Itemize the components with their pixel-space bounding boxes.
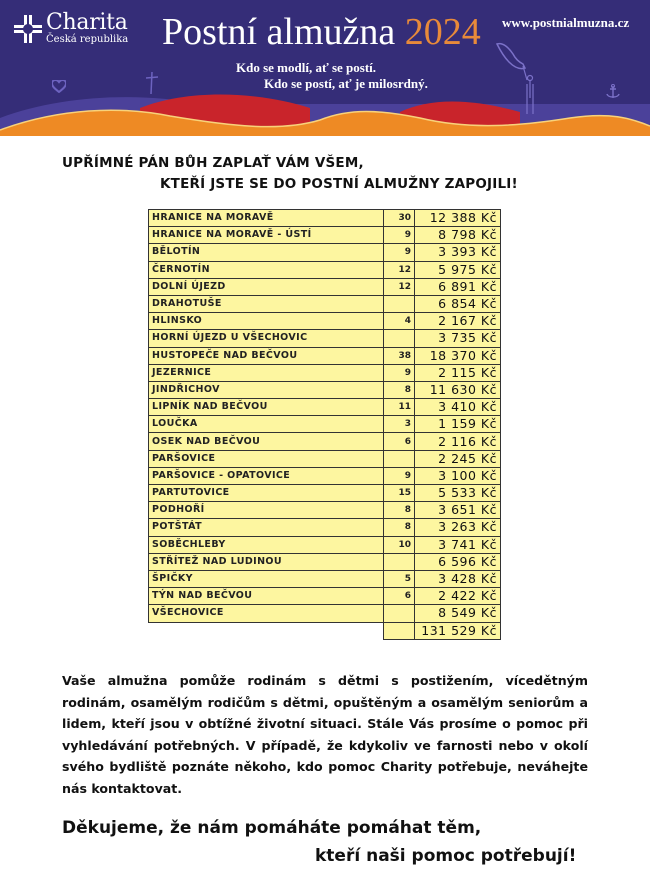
- table-row: [149, 313, 501, 330]
- table-row: [149, 433, 501, 450]
- table-row: [149, 210, 501, 227]
- participant-count: 3: [384, 416, 415, 433]
- parish-name: HRANICE NA MORAVĚ - ÚSTÍ: [149, 227, 384, 244]
- table-row: [149, 227, 501, 244]
- logo-subtitle: Česká republika: [46, 34, 129, 45]
- donation-amount: 5 533 Kč: [415, 485, 501, 502]
- donation-amount: 3 100 Kč: [415, 467, 501, 484]
- donation-amount: 3 651 Kč: [415, 502, 501, 519]
- participant-count: 9: [384, 227, 415, 244]
- table-row: [149, 467, 501, 484]
- motto-line-2: Kdo se postí, ať je milosrdný.: [264, 76, 428, 91]
- table-row: [149, 278, 501, 295]
- cross-icon: [146, 72, 158, 94]
- donation-amount: 1 159 Kč: [415, 416, 501, 433]
- table-row: [149, 347, 501, 364]
- closing-line-2: kteří naši pomoc potřebují!: [315, 846, 577, 866]
- donation-amount: 2 167 Kč: [415, 313, 501, 330]
- parish-name: STŘÍTEŽ NAD LUDINOU: [149, 553, 384, 570]
- anchor-icon: [606, 84, 620, 100]
- parish-name: PODHOŘÍ: [149, 502, 384, 519]
- participant-count: 30: [384, 210, 415, 227]
- total-row: [149, 622, 501, 639]
- table-row: [149, 330, 501, 347]
- parish-name: POTŠTÁT: [149, 519, 384, 536]
- title-year: 2024: [404, 11, 481, 53]
- donation-amount: 2 422 Kč: [415, 588, 501, 605]
- donation-amount: 6 596 Kč: [415, 553, 501, 570]
- participant-count: [384, 553, 415, 570]
- table-row: [149, 381, 501, 398]
- donation-amount: 8 798 Kč: [415, 227, 501, 244]
- participant-count: 5: [384, 570, 415, 587]
- heading-line-1: UPŘÍMNÉ PÁN BŮH ZAPLAŤ VÁM VŠEM,: [62, 155, 364, 171]
- donation-amount: 5 975 Kč: [415, 261, 501, 278]
- table-row: [149, 416, 501, 433]
- parish-name: HUSTOPEČE NAD BEČVOU: [149, 347, 384, 364]
- table-row: [149, 519, 501, 536]
- title-main: Postní almužna: [162, 11, 405, 53]
- participant-count: 10: [384, 536, 415, 553]
- participant-count: [384, 605, 415, 622]
- participant-count: 12: [384, 278, 415, 295]
- parish-name: ČERNOTÍN: [149, 261, 384, 278]
- table-row: [149, 244, 501, 261]
- heart-icon: [52, 80, 66, 93]
- parish-name: DOLNÍ ÚJEZD: [149, 278, 384, 295]
- table-row: [149, 295, 501, 312]
- parish-name: DRAHOTUŠE: [149, 295, 384, 312]
- info-paragraph: Vaše almužna pomůže rodinám s dětmi s postižením, vícedětným rodinám, osamělým rodičům s dětmi, opuštěným a osamělým seniorům a lidem, kteří jsou v obtížné životní situaci. Stále Vás prosíme o pomoc při vyhledávání potřebných. V případě, že kdykoliv ve farnosti nebo v okolí svého bydliště poznáte někoho, kdo pomoc Charity potřebuje, neváhejte nás kontaktovat.: [62, 673, 588, 796]
- parish-name: JEZERNICE: [149, 364, 384, 381]
- participant-count: 15: [384, 485, 415, 502]
- donation-amount: 6 854 Kč: [415, 295, 501, 312]
- donation-amount: 3 735 Kč: [415, 330, 501, 347]
- participant-count: 8: [384, 502, 415, 519]
- participant-count: 12: [384, 261, 415, 278]
- parish-name: JINDŘICHOV: [149, 381, 384, 398]
- donation-amount: 18 370 Kč: [415, 347, 501, 364]
- participant-count: 8: [384, 519, 415, 536]
- table-row: [149, 364, 501, 381]
- table-row: [149, 553, 501, 570]
- donation-amount: 3 428 Kč: [415, 570, 501, 587]
- parish-name: PARŠOVICE: [149, 450, 384, 467]
- table-row: [149, 605, 501, 622]
- donation-amount: 12 388 Kč: [415, 210, 501, 227]
- participant-count: 11: [384, 399, 415, 416]
- closing-line-1: Děkujeme, že nám pomáháte pomáhat těm,: [62, 818, 482, 838]
- logo-name: Charita: [46, 10, 128, 35]
- table-row: [149, 450, 501, 467]
- parish-name: HRANICE NA MORAVĚ: [149, 210, 384, 227]
- donation-amount: 3 741 Kč: [415, 536, 501, 553]
- table-row: [149, 485, 501, 502]
- charita-cross-icon: [14, 15, 42, 43]
- participant-count: 9: [384, 244, 415, 261]
- donations-table: [148, 209, 501, 640]
- parish-name: HLINSKO: [149, 313, 384, 330]
- helping-hand-icon: [495, 40, 545, 115]
- participant-count: 9: [384, 364, 415, 381]
- parish-name: PARTUTOVICE: [149, 485, 384, 502]
- donation-amount: 6 891 Kč: [415, 278, 501, 295]
- participant-count: 38: [384, 347, 415, 364]
- campaign-title: [162, 10, 481, 54]
- table-row: [149, 261, 501, 278]
- donation-amount: 2 245 Kč: [415, 450, 501, 467]
- participant-count: [384, 330, 415, 347]
- parish-name: HORNÍ ÚJEZD U VŠECHOVIC: [149, 330, 384, 347]
- parish-name: ŠPIČKY: [149, 570, 384, 587]
- participant-count: [384, 295, 415, 312]
- parish-name: BĚLOTÍN: [149, 244, 384, 261]
- donation-amount: 3 410 Kč: [415, 399, 501, 416]
- table-row: [149, 588, 501, 605]
- total-count-cell: [384, 622, 415, 639]
- parish-name: LOUČKA: [149, 416, 384, 433]
- donation-amount: 2 116 Kč: [415, 433, 501, 450]
- parish-name: VŠECHOVICE: [149, 605, 384, 622]
- parish-name: LIPNÍK NAD BEČVOU: [149, 399, 384, 416]
- table-row: [149, 502, 501, 519]
- total-amount: 131 529 Kč: [415, 622, 501, 639]
- participant-count: 4: [384, 313, 415, 330]
- table-row: [149, 536, 501, 553]
- donation-amount: 2 115 Kč: [415, 364, 501, 381]
- participant-count: 9: [384, 467, 415, 484]
- header-banner: [0, 0, 650, 136]
- total-blank-cell: [149, 622, 384, 639]
- participant-count: 6: [384, 433, 415, 450]
- participant-count: 6: [384, 588, 415, 605]
- donation-amount: 3 393 Kč: [415, 244, 501, 261]
- table-row: [149, 570, 501, 587]
- participant-count: [384, 450, 415, 467]
- charita-logo: [14, 12, 128, 46]
- participant-count: 8: [384, 381, 415, 398]
- table-row: [149, 399, 501, 416]
- website-url[interactable]: www.postnialmuzna.cz: [502, 15, 630, 30]
- motto-line-1: Kdo se modlí, ať se postí.: [236, 60, 377, 75]
- parish-name: SOBĚCHLEBY: [149, 536, 384, 553]
- donation-amount: 3 263 Kč: [415, 519, 501, 536]
- heading-line-2: KTEŘÍ JSTE SE DO POSTNÍ ALMUŽNY ZAPOJILI!: [160, 176, 518, 192]
- parish-name: PARŠOVICE - OPATOVICE: [149, 467, 384, 484]
- parish-name: TÝN NAD BEČVOU: [149, 588, 384, 605]
- donation-amount: 11 630 Kč: [415, 381, 501, 398]
- parish-name: OSEK NAD BEČVOU: [149, 433, 384, 450]
- donation-amount: 8 549 Kč: [415, 605, 501, 622]
